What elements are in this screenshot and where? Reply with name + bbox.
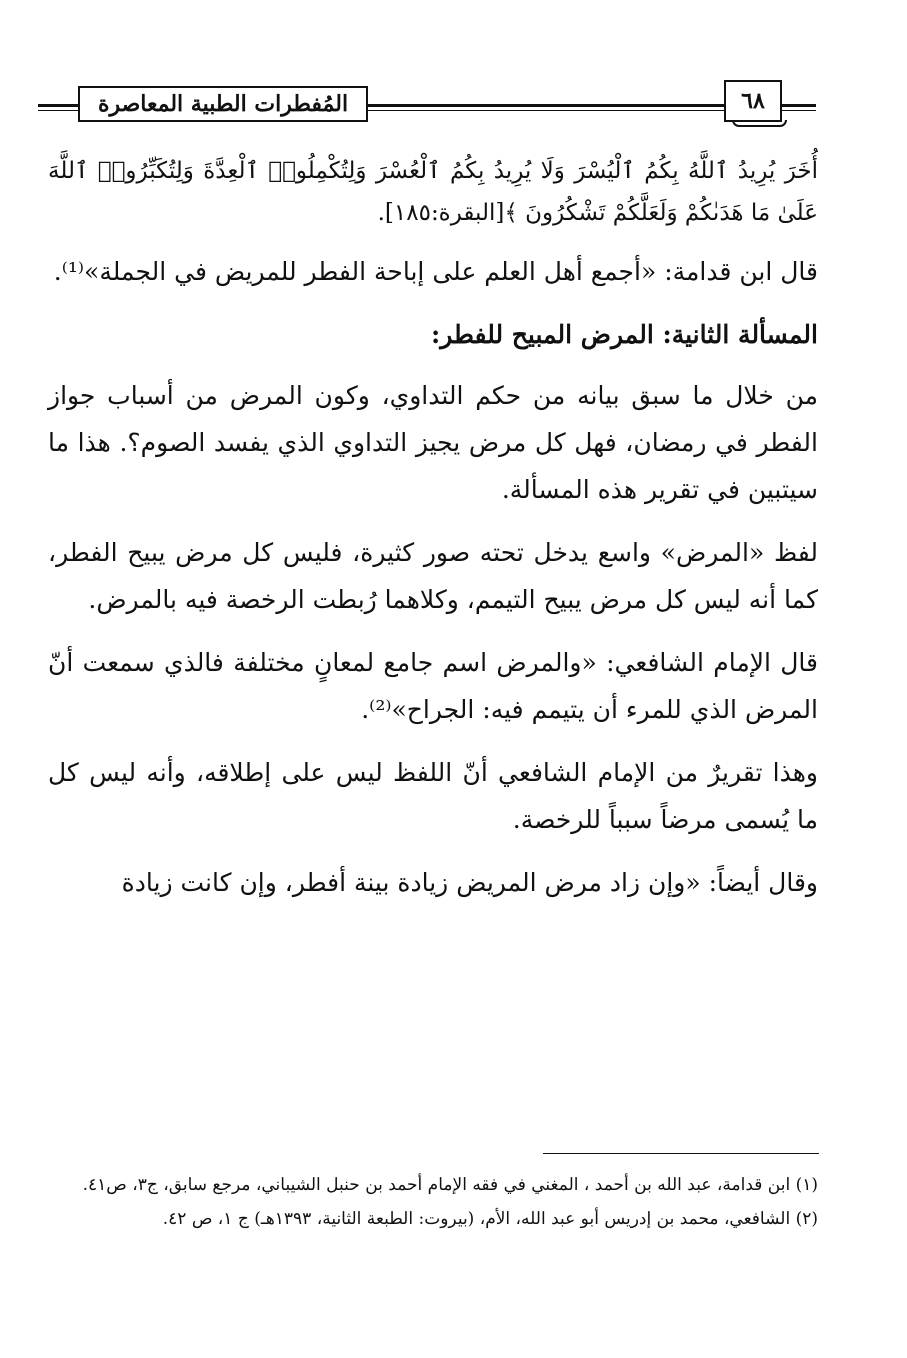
header-rule-left bbox=[38, 104, 78, 107]
page-header bbox=[38, 78, 816, 130]
header-rule-right bbox=[782, 104, 816, 107]
book-title: المُفطرات الطبية المعاصرة bbox=[78, 86, 368, 122]
page-body bbox=[48, 150, 818, 906]
paragraph-intro: من خلال ما سبق بيانه من حكم التداوي، وكون المرض من أسباب جواز الفطر في رمضان، فهل كل مرض يجيز التداوي الذي يفسد الصوم؟. هذا ما سيتبين في تقرير هذه المسألة. bbox=[48, 381, 818, 504]
paragraph-shafii-more: وقال أيضاً: «وإن زاد مرض المريض زيادة بينة أفطر، وإن كانت زيادة bbox=[121, 868, 818, 897]
paragraph-illness-term: لفظ «المرض» واسع يدخل تحته صور كثيرة، فليس كل مرض يبيح الفطر، كما أنه ليس كل مرض يبيح التيمم، وكلاهما رُبطت الرخصة فيه بالمرض. bbox=[48, 538, 818, 614]
quran-verse: أُخَرَ يُرِيدُ ٱللَّهُ بِكُمُ ٱلْيُسْرَ وَلَا يُرِيدُ بِكُمُ ٱلْعُسْرَ وَلِتُكْمِلُوا۟ ٱلْعِدَّةَ وَلِتُكَبِّرُوا۟ ٱللَّهَ عَلَىٰ مَا هَدَىٰكُمْ وَلَعَلَّكُمْ تَشْكُرُونَ ﴾[البقرة:١٨٥]. bbox=[48, 158, 818, 226]
paragraph-shafii-note: وهذا تقريرٌ من الإمام الشافعي أنّ اللفظ ليس على إطلاقه، وأنه ليس كل ما يُسمى مرضاً سبباً للرخصة. bbox=[48, 758, 818, 834]
paragraph-shafii-quote: قال الإمام الشافعي: «والمرض اسم جامع لمعانٍ مختلفة فالذي سمعت أنّ المرض الذي للمرء أن يتيمم فيه: الجراح»⁽²⁾. bbox=[48, 648, 818, 724]
header-rule-right-thin bbox=[782, 110, 816, 111]
footnote-2: (٢) الشافعي، محمد بن إدريس أبو عبد الله، الأم، (بيروت: الطبعة الثانية، ١٣٩٣هـ) ج ١، ص ٤٢. bbox=[162, 1209, 818, 1229]
header-rule-middle-thin bbox=[368, 110, 724, 111]
page-number: ٦٨ bbox=[724, 80, 782, 122]
footnote-1: (١) ابن قدامة، عبد الله بن أحمد ، المغني في فقه الإمام أحمد بن حنبل الشيباني، مرجع سابق، ج٣، ص٤١. bbox=[82, 1175, 818, 1195]
section-heading: المسألة الثانية: المرض المبيح للفطر: bbox=[431, 320, 818, 349]
footnotes bbox=[48, 1168, 818, 1236]
paragraph-ibn-qudama: قال ابن قدامة: «أجمع أهل العلم على إباحة الفطر للمريض في الجملة»⁽¹⁾. bbox=[53, 257, 818, 286]
header-rule-left-thin bbox=[38, 110, 78, 111]
header-rule-middle bbox=[368, 104, 724, 107]
footnote-separator bbox=[543, 1153, 819, 1154]
